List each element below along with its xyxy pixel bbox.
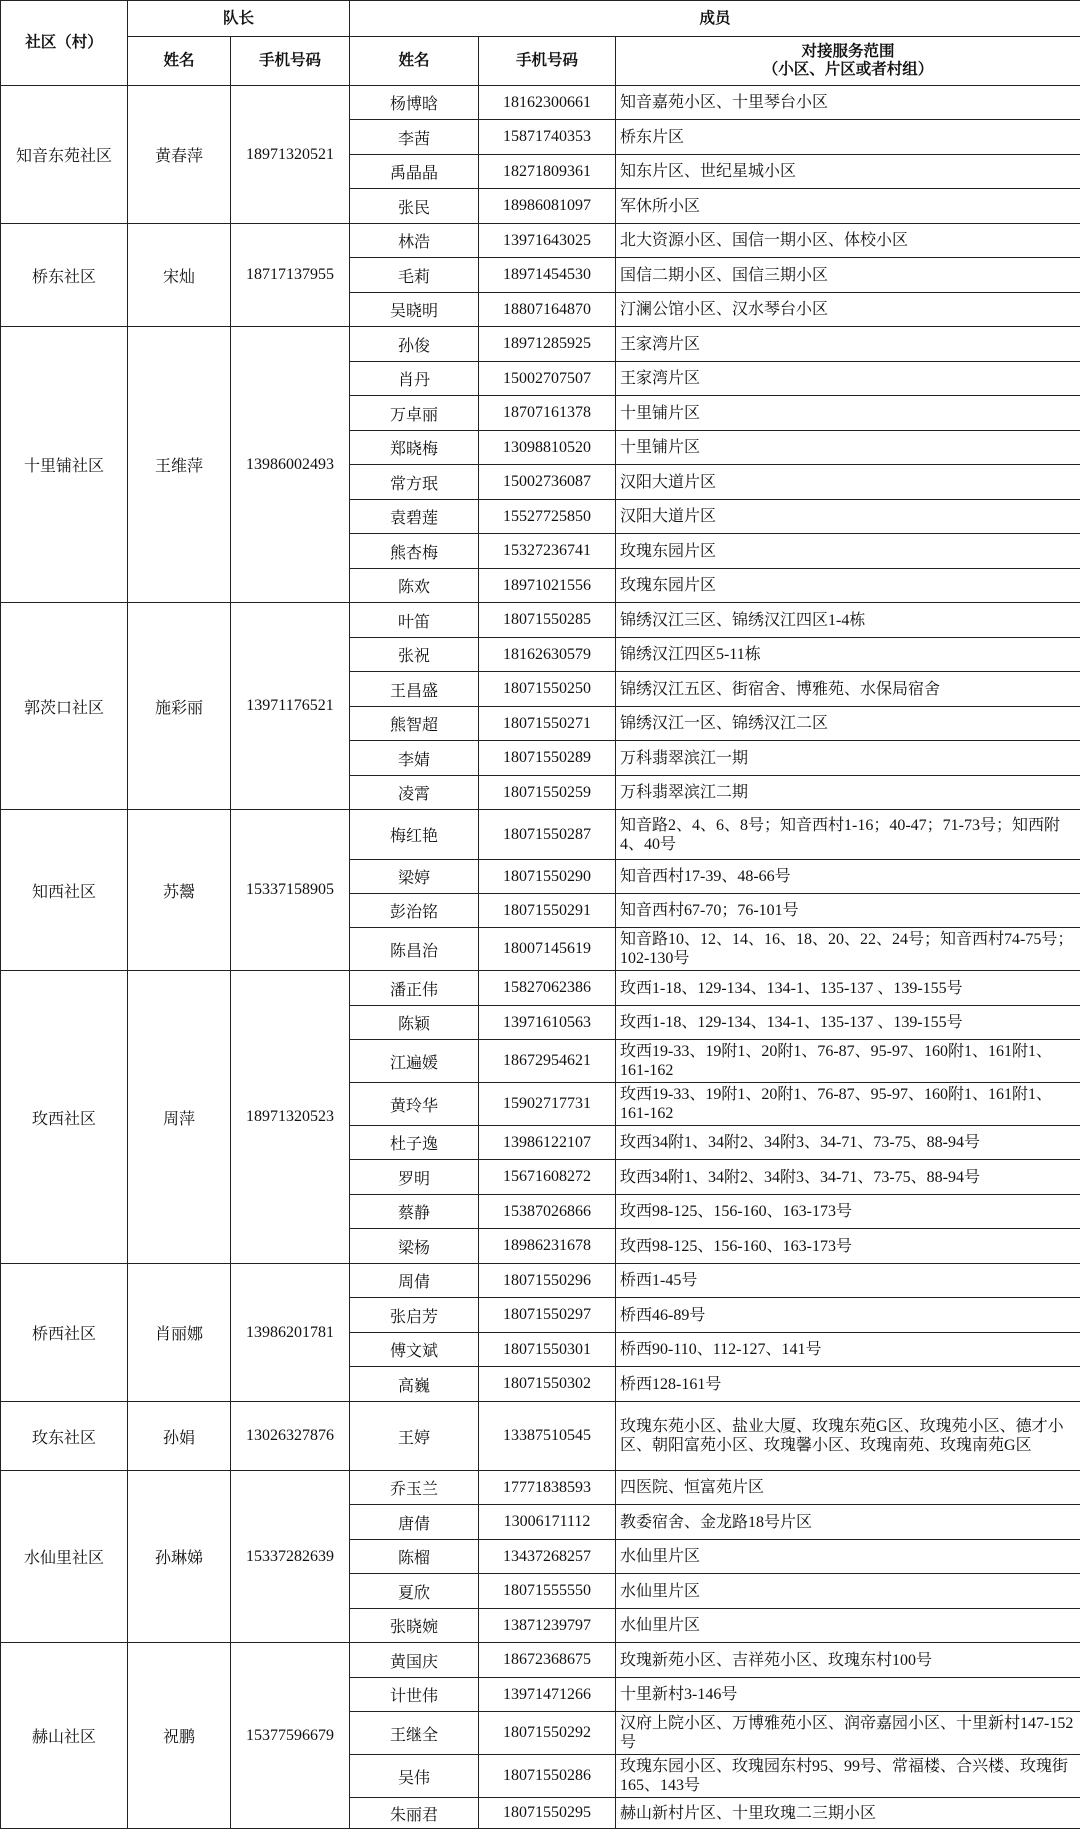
- service-scope-cell: 玫瑰东园片区: [616, 534, 1080, 569]
- member-name-cell: 熊杏梅: [350, 534, 479, 569]
- member-name-cell: 黄玲华: [350, 1083, 479, 1126]
- member-phone-cell: 18071550250: [479, 672, 616, 707]
- leader-phone-cell: 15377596679: [231, 1643, 350, 1829]
- service-scope-cell: 汉阳大道片区: [616, 500, 1080, 534]
- member-name-cell: 凌霄: [350, 776, 479, 810]
- leader-phone-cell: 15337282639: [231, 1471, 350, 1643]
- member-phone-cell: 18071550297: [479, 1298, 616, 1333]
- community-cell: 水仙里社区: [1, 1471, 128, 1643]
- member-name-cell: 朱丽君: [350, 1798, 479, 1829]
- leader-phone-cell: 13986201781: [231, 1264, 350, 1402]
- service-scope-cell: 汉府上院小区、万博雅苑小区、润帝嘉园小区、十里新村147-152号: [616, 1712, 1080, 1755]
- member-phone-cell: 18071550302: [479, 1367, 616, 1402]
- service-scope-cell: 玫西19-33、19附1、20附1、76-87、95-97、160附1、161附1、161-162: [616, 1040, 1080, 1083]
- member-name-cell: 高巍: [350, 1367, 479, 1402]
- service-scope-cell: 锦绣汉江四区5-11栋: [616, 638, 1080, 672]
- service-scope-cell: 万科翡翠滨江一期: [616, 741, 1080, 776]
- table-body: [1, 86, 1080, 1829]
- member-phone-cell: 18071550291: [479, 894, 616, 928]
- member-phone-cell: 18986231678: [479, 1229, 616, 1264]
- header-leader-name: 姓名: [128, 37, 231, 86]
- member-name-cell: 计世伟: [350, 1678, 479, 1712]
- leader-phone-cell: 13986002493: [231, 327, 350, 603]
- service-scope-cell: 知音路10、12、14、16、18、20、22、24号；知音西村74-75号；102-130号: [616, 928, 1080, 971]
- service-scope-cell: 玫西34附1、34附2、34附3、34-71、73-75、88-94号: [616, 1160, 1080, 1195]
- table-header: [1, 1, 1080, 86]
- service-scope-cell: 水仙里片区: [616, 1540, 1080, 1574]
- member-name-cell: 李婧: [350, 741, 479, 776]
- member-phone-cell: 15827062386: [479, 971, 616, 1006]
- member-phone-cell: 18071550289: [479, 741, 616, 776]
- service-scope-cell: 王家湾片区: [616, 362, 1080, 396]
- member-name-cell: 梅红艳: [350, 810, 479, 860]
- member-name-cell: 张民: [350, 189, 479, 224]
- member-phone-cell: 18672368675: [479, 1643, 616, 1678]
- table-row: [1, 603, 1080, 638]
- member-phone-cell: 13006171112: [479, 1505, 616, 1540]
- member-name-cell: 李茜: [350, 120, 479, 155]
- table-row: [1, 224, 1080, 258]
- table-row: [1, 1402, 1080, 1471]
- community-cell: 玫东社区: [1, 1402, 128, 1471]
- member-name-cell: 袁碧莲: [350, 500, 479, 534]
- service-scope-cell: 桥东片区: [616, 120, 1080, 155]
- service-scope-cell: 玫瑰新苑小区、吉祥苑小区、玫瑰东村100号: [616, 1643, 1080, 1678]
- member-name-cell: 王昌盛: [350, 672, 479, 707]
- member-name-cell: 王婷: [350, 1402, 479, 1471]
- service-scope-cell: 锦绣汉江一区、锦绣汉江二区: [616, 707, 1080, 741]
- service-scope-cell: 玫瑰东园片区: [616, 569, 1080, 603]
- member-phone-cell: 17771838593: [479, 1471, 616, 1505]
- service-scope-cell: 玫西34附1、34附2、34附3、34-71、73-75、88-94号: [616, 1126, 1080, 1160]
- table-row: [1, 1471, 1080, 1505]
- service-scope-cell: 桥西1-45号: [616, 1264, 1080, 1298]
- leader-name-cell: 宋灿: [128, 224, 231, 327]
- service-scope-cell: 桥西90-110、112-127、141号: [616, 1333, 1080, 1367]
- member-name-cell: 梁杨: [350, 1229, 479, 1264]
- member-phone-cell: 13871239797: [479, 1609, 616, 1643]
- member-name-cell: 江遍媛: [350, 1040, 479, 1083]
- member-phone-cell: 13098810520: [479, 431, 616, 465]
- service-scope-cell: 玫西98-125、156-160、163-173号: [616, 1229, 1080, 1264]
- member-phone-cell: 15671608272: [479, 1160, 616, 1195]
- leader-name-cell: 孙琳娣: [128, 1471, 231, 1643]
- member-phone-cell: 15327236741: [479, 534, 616, 569]
- member-name-cell: 潘正伟: [350, 971, 479, 1006]
- service-scope-cell: 四医院、恒富苑片区: [616, 1471, 1080, 1505]
- member-name-cell: 陈昌治: [350, 928, 479, 971]
- community-cell: 郭茨口社区: [1, 603, 128, 810]
- community-cell: 桥西社区: [1, 1264, 128, 1402]
- service-scope-cell: 万科翡翠滨江二期: [616, 776, 1080, 810]
- member-phone-cell: 15902717731: [479, 1083, 616, 1126]
- header-leader: 队长: [128, 1, 350, 37]
- leader-phone-cell: 15337158905: [231, 810, 350, 971]
- leader-name-cell: 肖丽娜: [128, 1264, 231, 1402]
- member-phone-cell: 18271809361: [479, 155, 616, 189]
- service-scope-cell: 王家湾片区: [616, 327, 1080, 362]
- member-phone-cell: 18672954621: [479, 1040, 616, 1083]
- header-community: 社区（村）: [1, 1, 128, 86]
- header-scope-line1: 对接服务范围: [801, 43, 895, 60]
- service-scope-cell: 锦绣汉江三区、锦绣汉江四区1-4栋: [616, 603, 1080, 638]
- leader-name-cell: 周萍: [128, 971, 231, 1264]
- service-scope-cell: 桥西46-89号: [616, 1298, 1080, 1333]
- member-name-cell: 林浩: [350, 224, 479, 258]
- community-cell: 桥东社区: [1, 224, 128, 327]
- leader-phone-cell: 18971320523: [231, 971, 350, 1264]
- service-scope-cell: 知音西村67-70；76-101号: [616, 894, 1080, 928]
- member-phone-cell: 18971285925: [479, 327, 616, 362]
- service-scope-cell: 水仙里片区: [616, 1574, 1080, 1609]
- service-scope-cell: 军休所小区: [616, 189, 1080, 224]
- member-phone-cell: 15002736087: [479, 465, 616, 500]
- member-name-cell: 王继全: [350, 1712, 479, 1755]
- service-scope-cell: 玫西19-33、19附1、20附1、76-87、95-97、160附1、161附1、161-162: [616, 1083, 1080, 1126]
- member-phone-cell: 13971643025: [479, 224, 616, 258]
- member-name-cell: 郑晓梅: [350, 431, 479, 465]
- member-phone-cell: 18071550292: [479, 1712, 616, 1755]
- header-leader-phone: 手机号码: [231, 37, 350, 86]
- header-members: 成员: [350, 1, 1080, 37]
- member-phone-cell: 13986122107: [479, 1126, 616, 1160]
- service-scope-cell: 十里铺片区: [616, 396, 1080, 431]
- member-name-cell: 梁婷: [350, 860, 479, 894]
- service-scope-cell: 十里铺片区: [616, 431, 1080, 465]
- service-scope-cell: 玫瑰东苑小区、盐业大厦、玫瑰东苑G区、玫瑰苑小区、德才小区、朝阳富苑小区、玫瑰馨小区、玫瑰南苑、玫瑰南苑G区: [616, 1402, 1080, 1471]
- member-name-cell: 毛莉: [350, 258, 479, 293]
- leader-name-cell: 施彩丽: [128, 603, 231, 810]
- table-row: [1, 1264, 1080, 1298]
- leader-phone-cell: 18717137955: [231, 224, 350, 327]
- member-phone-cell: 15002707507: [479, 362, 616, 396]
- member-name-cell: 禹晶晶: [350, 155, 479, 189]
- table-row: [1, 327, 1080, 362]
- member-name-cell: 肖丹: [350, 362, 479, 396]
- service-scope-cell: 十里新村3-146号: [616, 1678, 1080, 1712]
- leader-name-cell: 苏鬶: [128, 810, 231, 971]
- service-scope-cell: 锦绣汉江五区、街宿舍、博雅苑、水保局宿舍: [616, 672, 1080, 707]
- service-scope-cell: 赫山新村片区、十里玫瑰二三期小区: [616, 1798, 1080, 1829]
- member-name-cell: 陈欢: [350, 569, 479, 603]
- member-phone-cell: 18971454530: [479, 258, 616, 293]
- header-scope: [616, 37, 1080, 86]
- member-name-cell: 叶笛: [350, 603, 479, 638]
- header-member-name: 姓名: [350, 37, 479, 86]
- leader-name-cell: 祝鹏: [128, 1643, 231, 1829]
- service-scope-cell: 知东片区、世纪星城小区: [616, 155, 1080, 189]
- service-scope-cell: 玫瑰东园小区、玫瑰园东村95、99号、常福楼、合兴楼、玫瑰街165、143号: [616, 1755, 1080, 1798]
- member-name-cell: 熊智超: [350, 707, 479, 741]
- leader-phone-cell: 13026327876: [231, 1402, 350, 1471]
- member-phone-cell: 18986081097: [479, 189, 616, 224]
- member-phone-cell: 18071550285: [479, 603, 616, 638]
- service-scope-cell: 汀澜公馆小区、汉水琴台小区: [616, 293, 1080, 327]
- member-name-cell: 吴伟: [350, 1755, 479, 1798]
- member-phone-cell: 15871740353: [479, 120, 616, 155]
- leader-phone-cell: 13971176521: [231, 603, 350, 810]
- leader-phone-cell: 18971320521: [231, 86, 350, 224]
- service-scope-cell: 玫西98-125、156-160、163-173号: [616, 1195, 1080, 1229]
- member-name-cell: 孙俊: [350, 327, 479, 362]
- member-phone-cell: 18162630579: [479, 638, 616, 672]
- member-name-cell: 张祝: [350, 638, 479, 672]
- member-name-cell: 万卓丽: [350, 396, 479, 431]
- member-phone-cell: 15527725850: [479, 500, 616, 534]
- member-phone-cell: 13971471266: [479, 1678, 616, 1712]
- member-phone-cell: 18071550296: [479, 1264, 616, 1298]
- leader-name-cell: 孙娟: [128, 1402, 231, 1471]
- table-row: [1, 810, 1080, 860]
- leader-name-cell: 黄春萍: [128, 86, 231, 224]
- service-scope-cell: 教委宿舍、金龙路18号片区: [616, 1505, 1080, 1540]
- community-cell: 十里铺社区: [1, 327, 128, 603]
- member-phone-cell: 18071555550: [479, 1574, 616, 1609]
- member-name-cell: 杨博晗: [350, 86, 479, 120]
- member-phone-cell: 18071550295: [479, 1798, 616, 1829]
- community-cell: 玫西社区: [1, 971, 128, 1264]
- member-phone-cell: 15387026866: [479, 1195, 616, 1229]
- member-name-cell: 陈颖: [350, 1006, 479, 1040]
- service-scope-cell: 国信二期小区、国信三期小区: [616, 258, 1080, 293]
- table-row: [1, 86, 1080, 120]
- member-phone-cell: 18007145619: [479, 928, 616, 971]
- member-name-cell: 彭治铭: [350, 894, 479, 928]
- member-name-cell: 乔玉兰: [350, 1471, 479, 1505]
- service-scope-cell: 北大资源小区、国信一期小区、体校小区: [616, 224, 1080, 258]
- member-name-cell: 夏欣: [350, 1574, 479, 1609]
- table-row: [1, 1643, 1080, 1678]
- member-name-cell: 陈榴: [350, 1540, 479, 1574]
- community-cell: 知音东苑社区: [1, 86, 128, 224]
- member-name-cell: 杜子逸: [350, 1126, 479, 1160]
- service-scope-cell: 知音路2、4、6、8号；知音西村1-16；40-47；71-73号；知西附4、40号: [616, 810, 1080, 860]
- header-scope-line2: （小区、片区或者村组）: [762, 61, 934, 78]
- service-scope-cell: 水仙里片区: [616, 1609, 1080, 1643]
- member-phone-cell: 18071550271: [479, 707, 616, 741]
- member-name-cell: 周倩: [350, 1264, 479, 1298]
- member-name-cell: 张晓婉: [350, 1609, 479, 1643]
- member-phone-cell: 18707161378: [479, 396, 616, 431]
- member-phone-cell: 13437268257: [479, 1540, 616, 1574]
- member-name-cell: 张启芳: [350, 1298, 479, 1333]
- member-name-cell: 黄国庆: [350, 1643, 479, 1678]
- member-phone-cell: 18162300661: [479, 86, 616, 120]
- member-name-cell: 罗明: [350, 1160, 479, 1195]
- service-scope-cell: 知音嘉苑小区、十里琴台小区: [616, 86, 1080, 120]
- member-phone-cell: 18071550286: [479, 1755, 616, 1798]
- member-name-cell: 唐倩: [350, 1505, 479, 1540]
- member-phone-cell: 13971610563: [479, 1006, 616, 1040]
- service-scope-cell: 桥西128-161号: [616, 1367, 1080, 1402]
- service-scope-cell: 玫西1-18、129-134、134-1、135-137 、139-155号: [616, 1006, 1080, 1040]
- member-name-cell: 傅文斌: [350, 1333, 479, 1367]
- member-phone-cell: 18071550290: [479, 860, 616, 894]
- header-member-phone: 手机号码: [479, 37, 616, 86]
- member-name-cell: 吴晓明: [350, 293, 479, 327]
- member-phone-cell: 13387510545: [479, 1402, 616, 1471]
- member-phone-cell: 18807164870: [479, 293, 616, 327]
- member-name-cell: 常方珉: [350, 465, 479, 500]
- community-cell: 赫山社区: [1, 1643, 128, 1829]
- table-row: [1, 971, 1080, 1006]
- member-phone-cell: 18971021556: [479, 569, 616, 603]
- member-name-cell: 蔡静: [350, 1195, 479, 1229]
- member-phone-cell: 18071550287: [479, 810, 616, 860]
- member-phone-cell: 18071550259: [479, 776, 616, 810]
- service-scope-cell: 玫西1-18、129-134、134-1、135-137 、139-155号: [616, 971, 1080, 1006]
- service-scope-cell: 汉阳大道片区: [616, 465, 1080, 500]
- service-scope-cell: 知音西村17-39、48-66号: [616, 860, 1080, 894]
- community-cell: 知西社区: [1, 810, 128, 971]
- member-phone-cell: 18071550301: [479, 1333, 616, 1367]
- leader-name-cell: 王维萍: [128, 327, 231, 603]
